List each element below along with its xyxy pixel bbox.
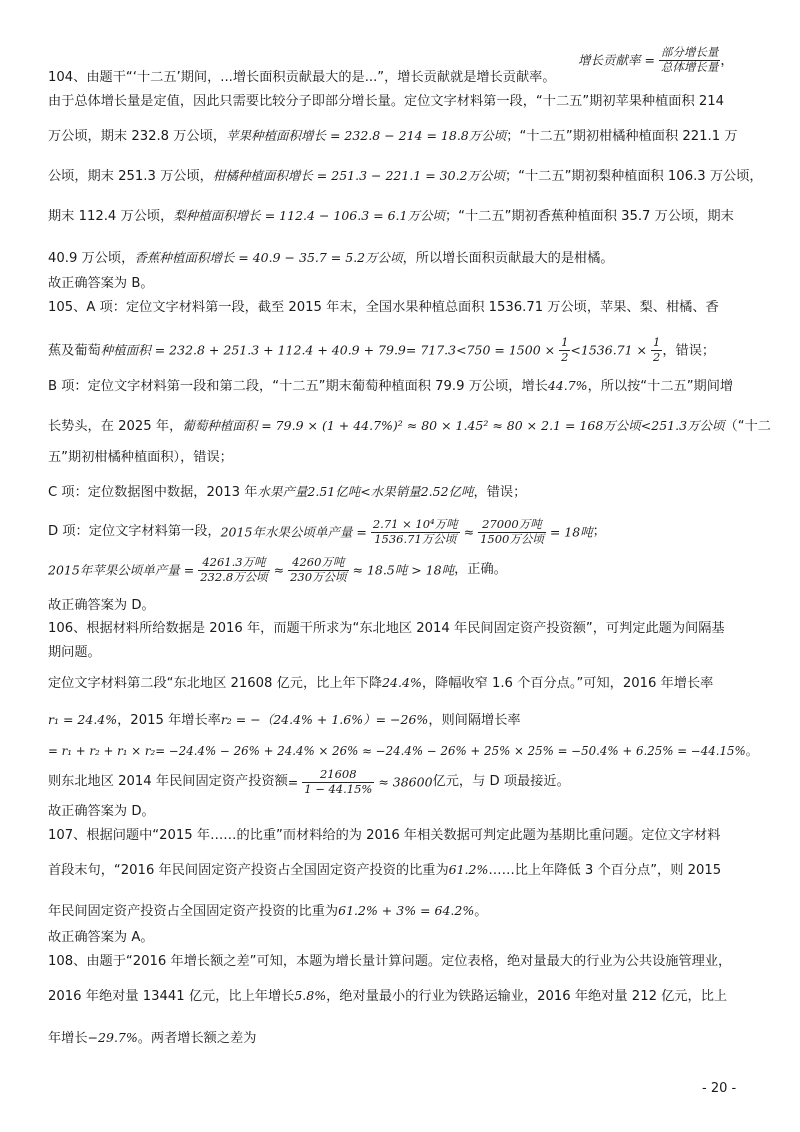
q105-b-line-3: 五”期初柑橘种植面积），错误； xyxy=(48,450,233,465)
q104-line-6: 40.9 万公顷，香蕉种植面积增长 = 40.9 − 35.7 = 5.2万公顷，所以增长面积贡献最大的是柑橘。 xyxy=(48,250,614,266)
q108-line-1: 108、由题于“2016 年增长额之差”可知，本题为增长量计算问题。定位表格，绝对量最大的行业为公共设施管理业， xyxy=(48,954,732,969)
q106-line-6: 则东北地区 2014 年民间固定资产投资额= $\frac{21608}{1 - 44.15\%}$ ≈ 38600亿元，与 D 项最接近。 xyxy=(48,767,570,796)
q106-line-4: r₁ = 24.4%，2015 年增长率r₂ = −（24.4% + 1.6%）= −26%，则间隔增长率 xyxy=(48,712,521,728)
q106-line-3: 定位文字材料第二段“东北地区 21608 亿元，比上年下降24.4%，降幅收窄 1.6 个百分点。”可知，2016 年增长率 xyxy=(48,675,714,691)
q106-line-1: 106、根据材料所给数据是 2016 年，而题干所求为“东北地区 2014 年民间固定资产投资额”，可判定此题为间隔基 xyxy=(48,621,725,636)
q105-b-line-2: 长势头，在 2025 年，葡萄种植面积 = 79.9 × (1 + 44.7%)² ≈ 80 × 1.45² ≈ 80 × 2.1 = 168万公顷<251.3万公顷（“十二 xyxy=(48,418,771,434)
formula-label: 增长贡献率 = xyxy=(578,52,659,68)
q105-line-1: 105、A 项：定位文字材料第一段，截至 2015 年末，全国水果种植总面积 1536.71 万公顷，苹果、梨、柑橘、香 xyxy=(48,300,719,315)
half-fraction-2: $\frac{1}{2}$ xyxy=(653,335,661,364)
q104-line-2: 由于总体增长量是定值，因此只需要比较分子即部分增长量。定位文字材料第一段，“十二五”期初苹果种植面积 214 xyxy=(48,94,725,109)
q104-line-4: 公顷，期末 251.3 万公顷，柑橘种植面积增长 = 251.3 − 221.1 = 30.2万公顷；“十二五”期初梨种植面积 106.3 万公顷， xyxy=(48,168,763,184)
q106-answer: 故正确答案为 D。 xyxy=(48,804,155,819)
half-fraction-1: $\frac{1}{2}$ xyxy=(561,335,569,364)
q105-b-line-1: B 项：定位文字材料第一段和第二段，“十二五”期末葡萄种植面积 79.9 万公顷，增长44.7%，所以按“十二五”期间增 xyxy=(48,378,734,394)
q106-line-5: = r₁ + r₂ + r₁ × r₂= −24.4% − 26% + 24.4% × 26% ≈ −24.4% − 26% + 25% × 25% = −50.4% + 6.25% = −44.15%。 xyxy=(48,744,758,758)
q108-line-3: 年增长−29.7%。两者增长额之差为 xyxy=(48,1030,257,1046)
q105-line-2: 蕉及葡萄种植面积 = 232.8 + 251.3 + 112.4 + 40.9 + 79.9= 717.3<750 = 1500 × $\frac{1}{2}$ <1536.71 × $\frac{1}{2}$ ，错误； xyxy=(48,335,716,364)
page-number: - 20 - xyxy=(702,1081,737,1096)
q107-answer: 故正确答案为 A。 xyxy=(48,930,154,945)
q107-line-2: 首段末句，“2016 年民间固定资产投资占全国固定资产投资的比重为61.2%……比上年降低 3 个百分点”，则 2015 xyxy=(48,862,722,878)
q105-d-line-2: 2015年苹果公顷单产量 = $\frac{\text{4261.3万吨}}{\text{232.8万公顷}}$ ≈ $\frac{\text{4260万吨}}{\text{230万公顷}}$ ≈ 18.5吨 > 18吨，正确。 xyxy=(48,555,507,584)
q105-d-line-1: D 项：定位文字材料第一段，2015年水果公顷单产量 = $\frac{\text{2.71 × 10⁴万吨}}{\text{1536.71万公顷}}$ ≈ $\frac{\text{27000万吨}}{\text{1500万公顷}}$ = 18吨； xyxy=(48,517,606,546)
formula-fraction: $\frac{\text{部分增长量}}{\text{总体增长量}}$ xyxy=(660,45,719,74)
q107-line-3: 年民间固定资产投资占全国固定资产投资的比重为61.2% + 3% = 64.2%。 xyxy=(48,903,488,919)
q104-line-3: 万公顷，期末 232.8 万公顷，苹果种植面积增长 = 232.8 − 214 = 18.8万公顷；“十二五”期初柑橘种植面积 221.1 万 xyxy=(48,128,738,144)
q104-line-1: 104、由题干“‘十二五’期间，...增长面积贡献最大的是...”，增长贡献就是增长贡献率。 xyxy=(48,70,556,85)
q106-line-2: 期问题。 xyxy=(48,645,101,660)
q107-line-1: 107、根据问题中“2015 年……的比重”而材料给的为 2016 年相关数据可判定此题为基期比重问题。定位文字材料 xyxy=(48,828,721,843)
contribution-rate-formula: 增长贡献率 = $\frac{\text{部分增长量}}{\text{总体增长量}}$ ， xyxy=(578,45,734,74)
q105-answer: 故正确答案为 D。 xyxy=(48,598,155,613)
q108-line-2: 2016 年绝对量 13441 亿元，比上年增长5.8%，绝对量最小的行业为铁路运输业，2016 年绝对量 212 亿元，比上 xyxy=(48,988,728,1004)
q105-c-line: C 项：定位数据图中数据，2013 年水果产量2.51亿吨<水果销量2.52亿吨，错误； xyxy=(48,484,527,500)
q104-line-5: 期末 112.4 万公顷，梨种植面积增长 = 112.4 − 106.3 = 6.1万公顷；“十二五”期初香蕉种植面积 35.7 万公顷，期末 xyxy=(48,208,734,224)
q104-answer: 故正确答案为 B。 xyxy=(48,276,154,291)
